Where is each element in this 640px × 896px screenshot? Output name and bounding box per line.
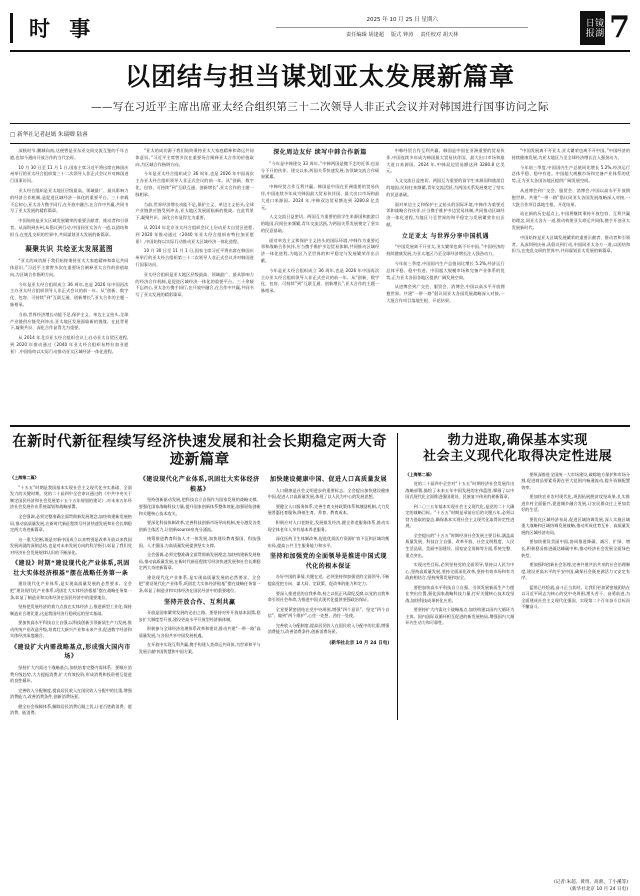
feature-left-heading-3: 《建设现代化产业体系,巩固壮大实体经济根基》 bbox=[139, 476, 260, 493]
paragraph: 中韩经贸合作互利共赢。韩国是中国在亚洲重要的贸易伙伴,中国连续多年成为韩国最大贸易伙伴国、最大出口市场和最大进口来源国。2024 年,中韩双边贸易额达到 3280.8 亿美元。 bbox=[386, 148, 505, 174]
lead-column-4 bbox=[386, 148, 504, 398]
paragraph: 当前,世界经济增长动能不足,保护主义、单边主义抬头,全球产业链供应链受到冲击,亚太地区发展面临新的挑战。在此背景下,凝聚共识、深化合作显得尤为重要。 bbox=[10, 311, 129, 331]
paragraph: 面对单边主义和保护主义抬头的国际环境,中韩作为重要近邻和战略合作伙伴,应当携手维护多边贸易体制,共同推动区域经济一体化进程,为地区乃至世界的和平稳定与发展繁荣作出贡献。 bbox=[260, 237, 380, 264]
paragraph: 要坚持扩大内需这个战略基点,加快构建以国内大循环为主体、国内国际双循环相互促进的新发展格局,增强国内大循环内生动力和可靠性。 bbox=[405, 607, 515, 626]
paragraph: 要深化科技体制改革,完善科技创新市场导向机制,充分激发各类创新主体活力,让创新source泉充分涌流。 bbox=[138, 520, 261, 532]
feature-left-column-2 bbox=[139, 475, 261, 720]
masthead-rule bbox=[10, 13, 13, 43]
paragraph: 今年前三季度,中国国内生产总值同比增长 5.2%,经济运行总体平稳、稳中有进。中国超大规模市场和完备产业体系的优势,正为亚太各国各地区提供广阔发展空间。 bbox=[511, 164, 630, 184]
paragraph: 人文交流日益密切。两国互为重要的留学生来源国和旅游目的地国,民间往来频繁,青年交流活跃,为两国关系发展奠定了坚实的民意基础。 bbox=[386, 178, 505, 197]
page-number: 7 bbox=[609, 9, 630, 45]
feature-left-column-1 bbox=[10, 475, 132, 720]
paragraph: 全会强调,必须完整准确全面贯彻新发展理念,加快构建新发展格局,推动高质量发展,在新时代新征程续写经济快速发展和社会长期稳定两大奇迹新篇章。 bbox=[10, 513, 132, 533]
paragraph: 到二〇三五年基本实现社会主义现代化,是党的二十大确定的战略目标。“十五五”时期是承前启后的关键五年,必须以勃力进取的姿态,确保基本实现社会主义现代化取得决定性进展。 bbox=[405, 503, 515, 529]
feature-right-title-line1: 勃力进取,确保基本实现 bbox=[447, 433, 588, 448]
feature-left-title: 在新时代新征程续写经济快速发展和社会长期稳定两大奇迹新篇章 bbox=[12, 433, 388, 469]
source-tag: 《上海第二篇》 bbox=[405, 471, 435, 477]
lead-column-5 bbox=[512, 148, 630, 398]
lead-column-3 bbox=[261, 148, 379, 398]
source-tag: 《上海第二篇》 bbox=[10, 475, 39, 481]
headline-divider bbox=[10, 123, 630, 124]
lead-byline: □ 新华社记者赵嫣 朱瑞卿 陆睿 bbox=[10, 132, 88, 138]
paragraph: 要加快高水平科技自立自强,以科技创新引领新质生产力发展,推动传统产业改造升级,培育壮大新兴产业和未来产业,促进数字经济和实体经济深度融合。 bbox=[10, 620, 132, 639]
paragraph: 要纵深推进全国统一大市场建设,破除地方保护和市场分割,促进商品要素资源在更大范围内畅通流动,提升资源配置效率。 bbox=[521, 471, 630, 490]
paragraph: 开放是国家繁荣发展的必由之路。要坚持对外开放基本国策,稳步扩大制度型开放,建设更高水平开放型经济新体制。 bbox=[138, 610, 261, 622]
paragraph: 党的二十届四中全会对“十五五”时期经济社会发展作出战略部署,描绘了未来五年中国发展的宏伟蓝图,擘画了以中国式现代化全面推进强国建设、民族复兴伟业的崭新篇章。 bbox=[405, 481, 515, 500]
paragraph: 积极应对人口老龄化,发展银发经济,健全养老服务体系,推动实现全体老年人享有基本养老服务。 bbox=[267, 520, 390, 532]
credit-editor: 责任编辑 胡逢超 bbox=[346, 31, 384, 38]
masthead-credits bbox=[276, 31, 528, 39]
paragraph: 完善收入分配制度,提高居民收入在国民收入分配中的比重,增强消费能力,改善消费条件,创新消费场景。 bbox=[10, 687, 132, 700]
paragraph: 坚持把发展经济的着力点放在实体经济上,推进新型工业化,保持制造业合理比重,这是我国经济行稳致远的坚实基础。 bbox=[10, 604, 132, 616]
credit-layout: 版式 钟涛 bbox=[390, 31, 414, 38]
paragraph: 全会提出的“十五五”时期经济社会发展主要目标,涵盖高质量发展、科技自立自强、改革开放、社会文明程度、人民生活品质、美丽中国建设、国家安全屏障等方面,系统完整、重点突出。 bbox=[405, 532, 515, 558]
feature-section bbox=[10, 425, 630, 720]
feature-right-title bbox=[405, 433, 630, 466]
paragraph: 亚太经合组织是亚太地区层级最高、领域最广、最具影响力的经济合作机制,是促进区域经济一体化的重要平台。三十余载不忘初心,亚太各方携手同行,在开放中融合,在合作中共赢,共同书写了亚太发展的精彩篇章。 bbox=[135, 271, 254, 298]
paragraph: 要深入推进党的自我革命,持之以恒正风肃纪反腐,以党的自我革命引领社会革命,为推进中国式现代化提供坚强政治保证。 bbox=[267, 590, 390, 603]
paragraph: 从 2014 年北京亚太经合组织会议上启动亚太自贸区进程,到 2020 年推动通过《2040 年亚太经合组织布特拉加亚愿景》,中国始终以实际行动推动亚太区域经济一体化进程。 bbox=[10, 335, 129, 354]
paragraph: 今年前三季度,中国国内生产总值同比增长 5.2%,经济运行总体平稳、稳中有进。中国超大规模市场和完备产业体系的优势,正为亚太各国各地区提供广阔发展空间。 bbox=[386, 261, 505, 280]
masthead-meta bbox=[270, 8, 534, 47]
page-footer-note bbox=[554, 879, 628, 892]
feature-left-heading-1: 《建设》时期“建设现代化产业体系,巩固壮大实体经济根基”摆在战略任务第一条 bbox=[12, 560, 130, 577]
paragraph: 面对单边主义和保护主义抬头的国际环境,中韩作为重要近邻和战略合作伙伴,应当携手维护多边贸易体制,共同推动区域经济一体化进程,为地区乃至世界的和平稳定与发展繁荣作出贡献。 bbox=[386, 201, 505, 227]
paragraph: 深化医药卫生体制改革,促进优质医疗资源扩容下沉和区域均衡布局,提高公共卫生服务能力和水平。 bbox=[267, 536, 390, 548]
footer-dateline: (新华社北京 10 月 24 日电) bbox=[570, 887, 628, 892]
paragraph: 今年是亚太经合组织成立 36 周年,也是 2026 年中国再次主办亚太经合组织领导人非正式会议的前一年。从“创新、数字化、包容、可持续”到“互联互通、创新增长”,亚太合作的主题一脉相承。 bbox=[135, 171, 254, 197]
paragraph: 这一重大论断,既是对新中国成立以来特别是改革开放以来我国发展成就的深刻总结,也是对未来发展方向的科学指引,彰显了我们党对经济社会发展规律认识的不断深化。 bbox=[10, 536, 132, 555]
masthead-right bbox=[534, 8, 630, 47]
feature-left-heading-6: 坚持和加强党的全面领导是推进中国式现代化的根本保证 bbox=[269, 553, 387, 570]
paragraph: 坚持创新驱动发展,把科技自立自强作为国家发展的战略支撑。要强化国家战略科技力量,提升国家创新体系整体效能,加强原始创新和关键核心技术攻关。 bbox=[138, 497, 261, 516]
feature-right-column-1 bbox=[405, 472, 514, 630]
feature-left-heading-5: 加快建设健康中国、促进人口高质量发展 bbox=[269, 476, 387, 484]
paragraph: 10 月 30 日至 11 月 1 日,国家主席习近平将出席在韩国庆州举行的亚太经合组织第三十二次领导人非正式会议并对韩国进行国事访问。 bbox=[10, 164, 129, 184]
lead-section-heading-3: 立足亚太 与世界分享中国机遇 bbox=[401, 232, 489, 240]
paragraph: 中国始终是亚太区域发展繁荣的重要贡献者、推动者和引领者。从深圳到庆州,从倡议到行动,中国同亚太各方一道,以团结和担当,在变乱交织的世界中,共同谋划亚太发展的新篇章。 bbox=[10, 218, 129, 237]
paragraph: 在开放中实现互利共赢,携手构建人类命运共同体,为世界和平与发展贡献中国智慧和中国方案。 bbox=[138, 642, 261, 654]
newspaper-logo: 镜湖日报 bbox=[580, 11, 605, 45]
feature-left-end-note: (新华社北京 10 月 24 日电) bbox=[329, 640, 390, 646]
feature-right-article bbox=[397, 433, 630, 720]
paragraph: 中国始终是亚太区域发展繁荣的重要贡献者、推动者和引领者。从深圳到庆州,从倡议到行动,中国同亚太各方一道,以团结和担当,在变乱交织的世界中,共同谋划亚太发展的新篇章。 bbox=[511, 234, 630, 254]
feature-left-heading-2: 《建设扩大内需战略基点,形成强大国内市场》 bbox=[11, 643, 131, 661]
paragraph: “亚太的成功源于我们始终秉持亚太大家庭精神和命运共同体意识。”习近平主席曾多次在重要场合阐释亚太合作的价值取向,为区域合作指明方向。 bbox=[135, 148, 254, 167]
lead-headline-block bbox=[10, 52, 630, 118]
paragraph: 人文交流日益密切。两国互为重要的留学生来源国和旅游目的地国,民间往来频繁,青年交流活跃,为两国关系发展奠定了坚实的民意基础。 bbox=[260, 214, 380, 233]
masthead bbox=[10, 8, 630, 52]
feature-left-article bbox=[10, 433, 389, 720]
paragraph: 从 2014 年北京亚太经合组织会议上启动亚太自贸区进程,到 2020 年推动通过《2040 年亚太经合组织布特拉加亚愿景》,中国始终以实际行动推动亚太区域经济一体化进程。 bbox=[135, 224, 254, 244]
paragraph: 蓝图已经绘就,奋斗正当其时。让我们更加紧密地团结在以习近平同志为核心的党中央周围,埋头苦干、奋勇前进,为全面建成社会主义现代化强国、实现第二个百年奋斗目标而不懈奋斗。 bbox=[521, 584, 630, 610]
credit-proofreader: 责任校对 胡天林 bbox=[420, 31, 459, 38]
paragraph: 人口健康是社会文明进步的重要标志。全会提出加快建设健康中国,促进人口高质量发展,体现了以人民为中心的发展思想。 bbox=[267, 487, 390, 500]
paragraph: 当前,世界经济增长动能不足,保护主义、单边主义抬头,全球产业链供应链受到冲击,亚太地区发展面临新的挑战。在此背景下,凝聚共识、深化合作显得尤为重要。 bbox=[135, 201, 254, 221]
paragraph: 从进博会到广交会、服贸会、消博会,中国以高水平开放拥抱世界。共建“一带一路”倡议同亚太各国发展战略深入对接,一大批合作项目落地生根、开花结果。 bbox=[386, 284, 505, 304]
paragraph: 从进博会到广交会、服贸会、消博会,中国以高水平开放拥抱世界。共建“一带一路”倡议同亚太各国发展战略深入对接,一大批合作项目落地生根、开花结果。 bbox=[511, 187, 630, 207]
publication-date: 2025 年 10 月 25 日 星期六 bbox=[276, 16, 528, 28]
feature-left-columns bbox=[10, 475, 389, 720]
paragraph: 要加强和创新社会治理,完善共建共治共享的社会治理制度,建设更高水平的平安中国,确保社会既充满活力又安定有序。 bbox=[521, 562, 630, 581]
lead-column-1 bbox=[10, 148, 128, 398]
paragraph: 10 月 30 日至 11 月 1 日,国家主席习近平将出席在韩国庆州举行的亚太经合组织第三十二次领导人非正式会议并对韩国进行国事访问。 bbox=[135, 248, 254, 267]
footer-reporters: (记者:朱超、黄玥、高蕾、丁小溪等) bbox=[553, 880, 628, 885]
paragraph: 统筹推进教育科技人才一体发展,加快建设教育强国、科技强国、人才强国,为高质量发展提供坚实支撑。 bbox=[138, 536, 261, 548]
lead-article bbox=[10, 52, 630, 420]
paragraph: 今年是亚太经合组织成立 36 周年,也是 2026 年中国再次主办亚太经合组织领导人非正式会议的前一年。从“创新、数字化、包容、可持续”到“互联互通、创新增长”,亚太合作的主题一脉相承。 bbox=[10, 281, 129, 308]
lead-section-heading-2: 深化周边友好 续写中韩合作新篇 bbox=[273, 149, 367, 156]
paragraph: “中国发展离不开亚太,亚太繁荣也离不开中国。”中国经济的持续健康发展,为亚太地区乃至全球经济增长注入强劲动力。 bbox=[386, 244, 505, 257]
paragraph: 全党要紧密团结在党中央周围,增强“四个意识”、坚定“四个自信”、做到“两个维护”,心往一处想、劲往一处使。 bbox=[267, 606, 390, 619]
paragraph: 要优化区域经济布局,促进区域协调发展,深入实施区域重大战略和区域协调发展战略,推动形成优势互补、高质量发展的区域经济布局。 bbox=[521, 516, 630, 535]
paragraph: 今年是亚太经合组织成立 36 周年,也是 2026 年中国再次主办亚太经合组织领导人非正式会议的前一年。从“创新、数字化、包容、可持续”到“互联互通、创新增长”,亚太合作的主题一脉相承。 bbox=[260, 267, 380, 294]
feature-left-column-3 bbox=[268, 475, 390, 720]
paragraph: 实现这些目标,必须坚持党的全面领导,坚持以人民为中心,坚持高质量发展,坚持全面深化改革,坚持有效市场和有为政府相结合,坚持统筹发展和安全。 bbox=[405, 562, 515, 581]
lead-headline: 以团结与担当谋划亚太发展新篇章 bbox=[124, 62, 515, 91]
paragraph: 建设现代化产业体系,是实现高质量发展的必然要求。全会把“建设现代化产业体系,巩固壮大实体经济根基”摆在战略任务第一条,彰显了制造业和实体经济在国民经济中的重要地位。 bbox=[138, 574, 261, 593]
paragraph: 站在新的历史起点上,中国将继续秉持开放包容、互利共赢的理念,同亚太各方一道,推动构建亚太命运共同体,携手开创亚太发展新时代。 bbox=[511, 211, 630, 230]
lead-section-heading-1: 凝聚共识 共绘亚太发展蓝图 bbox=[25, 244, 114, 253]
feature-right-column-2 bbox=[521, 472, 630, 630]
paragraph: 建设现代化产业体系,是实现高质量发展的必然要求。全会把“建设现代化产业体系,巩固壮大实体经济根基”摆在战略任务第一条,彰显了制造业和实体经济在国民经济中的重要地位。 bbox=[10, 581, 132, 600]
masthead-left bbox=[10, 8, 270, 47]
feature-left-heading-4: 坚持开放合作、互利共赢 bbox=[163, 598, 236, 606]
lead-subheadline: ——写在习近平主席出席亚太经合组织第三十二次领导人非正式会议并对韩国进行国事访问之际 bbox=[91, 101, 549, 113]
paragraph: 积极参与全球经济治理体系改革和建设,推动共建“一带一路”高质量发展,与各国共享中国发展机遇。 bbox=[138, 626, 261, 638]
lead-columns bbox=[10, 148, 630, 398]
paragraph: 全会强调,必须完整准确全面贯彻新发展理念,加快构建新发展格局,推动高质量发展,在新时代新征程续写经济快速发展和社会长期稳定两大奇迹新篇章。 bbox=[138, 552, 261, 571]
paragraph: 健全社会保障体系,解除居民消费后顾之忧,让老百姓敢消费、愿消费、能消费。 bbox=[10, 703, 132, 716]
paragraph: “中国发展离不开亚太,亚太繁荣也离不开中国。”中国经济的持续健康发展,为亚太地区乃至全球经济增长注入强劲动力。 bbox=[511, 148, 630, 160]
paragraph: “亚太的成功源于我们始终秉持亚太大家庭精神和命运共同体意识。”习近平主席曾多次在重要场合阐释亚太合作的价值取向,为区域合作指明方向。 bbox=[10, 258, 129, 277]
paragraph: 中韩经贸合作互利共赢。韩国是中国在亚洲重要的贸易伙伴,中国连续多年成为韩国最大贸易伙伴国、最大出口市场和最大进口来源国。2024 年,中韩双边贸易额达到 3280.8 亿美元。 bbox=[260, 184, 380, 210]
paragraph: 坚持扩大内需这个战略基点,加快培育完整内需体系。要顺应消费升级趋势,大力提振消费,扩大有效投资,形成消费和投资相互促进的良性循环。 bbox=[10, 665, 132, 684]
feature-right-title-line2: 社会主义现代化取得决定性进展 bbox=[423, 449, 613, 465]
byline-divider bbox=[10, 143, 630, 144]
paragraph: 要把加快高水平科技自立自强、引领发展新质生产力摆在突出位置,强化国家战略科技力量,打好关键核心技术攻坚战,加快科技成果转化应用。 bbox=[405, 584, 515, 603]
lead-column-2 bbox=[135, 148, 253, 398]
section-title: 时 事 bbox=[29, 15, 97, 41]
paragraph: 要健全人口服务体系,完善生育支持政策体系和激励机制,大力发展普惠托育服务,降低生育、养育、教育成本。 bbox=[267, 503, 390, 516]
paragraph: 办好中国的事情,关键在党。必须坚持和加强党的全面领导,不断提高党把方向、谋大局、定政策、促改革的能力和定力。 bbox=[267, 574, 390, 586]
paragraph: 亚太经合组织是亚太地区层级最高、领域最广、最具影响力的经济合作机制,是促进区域经济一体化的重要平台。三十余载不忘初心,亚太各方携手同行,在开放中融合,在合作中共赢,共同书写了亚太发展的精彩篇章。 bbox=[10, 187, 129, 214]
feature-right-columns bbox=[405, 472, 630, 630]
paragraph: “今年是中韩建交 33 周年。”中韩两国是搬不走的近邻,也是分不开的伙伴。建交以来,两国关系快速发展,各领域交流合作硕果累累。 bbox=[260, 160, 380, 180]
paragraph: 完善收入分配制度,提高居民收入在国民收入分配中的比重,增强消费能力,改善消费条件,创新消费场景。 bbox=[267, 622, 390, 635]
paragraph: 要加快农业农村现代化,巩固拓展脱贫攻坚成果,扎实推进乡村全面振兴,促进城乡融合发展,让农民群众过上更加美好的生活。 bbox=[521, 494, 630, 513]
paragraph: 深秋时节,鹏城向南,这便曾是亚东亚交同交流互鉴的千年古港,也如今通向开放合作的当代坐标。 bbox=[10, 148, 129, 160]
paragraph: “十五五”时期是我国基本实现社会主义现代化夯实基础、全面发力的关键时期。党的二十届四中全会审议通过的《中共中央关于制定国民经济和社会发展第十五个五年规划的建议》,对未来五年经济社会发展作出系统谋划和战略部署。 bbox=[10, 484, 132, 510]
paragraph: 要加快建设美丽中国,协同推进降碳、减污、扩绿、增长,积极稳妥推进碳达峰碳中和,推动经济社会发展全面绿色转型。 bbox=[521, 539, 630, 558]
